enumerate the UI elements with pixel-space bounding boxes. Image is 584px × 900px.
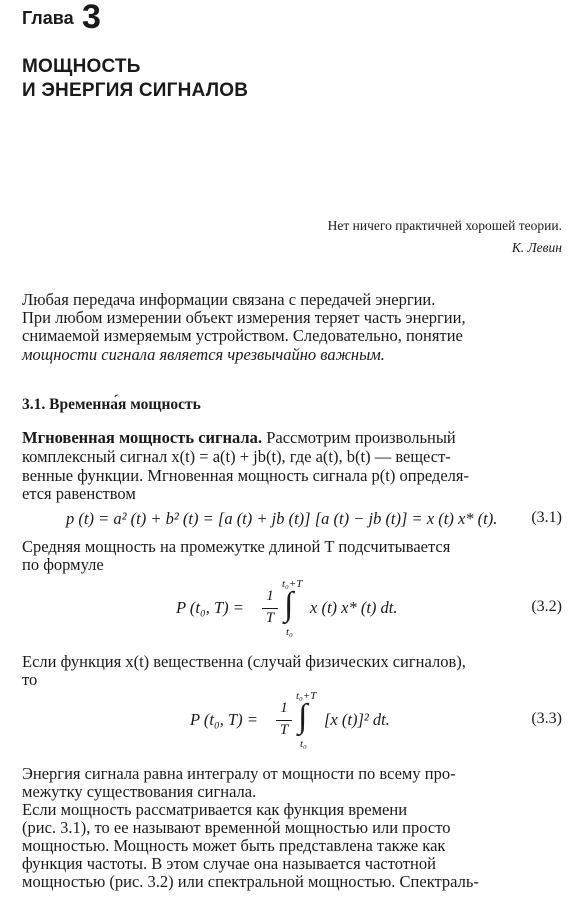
chapter-number: 3 <box>82 0 101 36</box>
eq3-fraction-bar <box>276 720 292 721</box>
eq3-denominator: T <box>279 722 289 738</box>
epigraph-author: К. Левин <box>511 240 562 255</box>
section-heading: 3.1. Временна́я мощность <box>22 396 201 413</box>
chapter-title-line-1: МОЩНОСТЬ <box>22 56 141 77</box>
p2-line-2: по формуле <box>22 555 104 574</box>
intro-line-1: Любая передача информации связана с передачей энергии. <box>22 290 436 309</box>
chapter-label: Глава <box>22 8 74 28</box>
p1-line-2: комплексный сигнал x(t) = a(t) + jb(t), где a(t), b(t) — вещест- <box>22 447 451 466</box>
eq3-integrand: [x (t)]² dt. <box>324 710 390 729</box>
eq2-integrand: x (t) x* (t) dt. <box>310 598 398 617</box>
p1-line-4: ется равенством <box>22 484 136 503</box>
eq2-upper-limit: t₀+T <box>282 578 303 590</box>
eq3-numerator: 1 <box>280 700 288 716</box>
eq3-upper-limit: t₀+T <box>296 690 317 702</box>
p4-line-7: мощностью (рис. 3.2) или спектральной мощностью. Спектраль- <box>22 872 479 891</box>
eq2-lower-limit: t₀ <box>286 626 293 638</box>
equation-3-3 <box>190 690 490 756</box>
epigraph-quote: Нет ничего практичней хорошей теории. <box>327 218 562 233</box>
eq2-numerator: 1 <box>266 588 274 604</box>
equation-3-1: p (t) = a² (t) + b² (t) = [a (t) + jb (t)] [a (t) − jb (t)] = x (t) x* (t). <box>66 509 498 528</box>
equation-3-2 <box>176 578 506 644</box>
eq2-integral-sign: ∫ <box>284 586 294 623</box>
p1-line-1 <box>22 428 562 448</box>
equation-number-3-2: (3.2) <box>531 598 562 615</box>
eq2-denominator: T <box>265 610 275 626</box>
equation-number-3-1: (3.1) <box>531 509 562 526</box>
p4-line-3: Если мощность рассматривается как функция времени <box>22 800 408 819</box>
p4-line-4: (рис. 3.1), то ее называют временно́й мощностью или просто <box>22 818 451 837</box>
p4-line-2: межутку существования сигнала. <box>22 782 257 801</box>
eq2-fraction-bar <box>262 608 278 609</box>
intro-line-3: снимаемой измеряемым устройством. Следовательно, понятие <box>22 326 463 345</box>
p1-line-3: венные функции. Мгновенная мощность сигнала p(t) определя- <box>22 466 469 485</box>
equation-number-3-3: (3.3) <box>531 710 562 727</box>
intro-line-4: мощности сигнала является чрезвычайно важным. <box>22 345 385 364</box>
p4-line-5: мощностью. Мощность может быть представлена также как <box>22 836 446 855</box>
p3-line-1: Если функция x(t) вещественна (случай физических сигналов), <box>22 652 466 671</box>
eq3-integral-sign: ∫ <box>298 698 308 735</box>
chapter-title-line-2: И ЭНЕРГИЯ СИГНАЛОВ <box>22 80 249 101</box>
p3-line-2: то <box>22 670 38 689</box>
p4-line-6: функция частоты. В этом случае она называется частотной <box>22 854 436 873</box>
p2-line-1: Средняя мощность на промежутке длиной T подсчитывается <box>22 537 451 556</box>
eq3-lhs: P (t₀, T) = <box>190 710 258 729</box>
p1-line-1-rest: Рассмотрим произвольный <box>262 428 456 447</box>
eq3-lower-limit: t₀ <box>300 738 307 750</box>
eq2-lhs: P (t₀, T) = <box>176 598 244 617</box>
p1-lead-term: Мгновенная мощность сигнала. <box>22 428 263 447</box>
intro-line-2: При любом измерении объект измерения теряет часть энергии, <box>22 308 466 327</box>
p4-line-1: Энергия сигнала равна интегралу от мощности по всему про- <box>22 764 456 783</box>
